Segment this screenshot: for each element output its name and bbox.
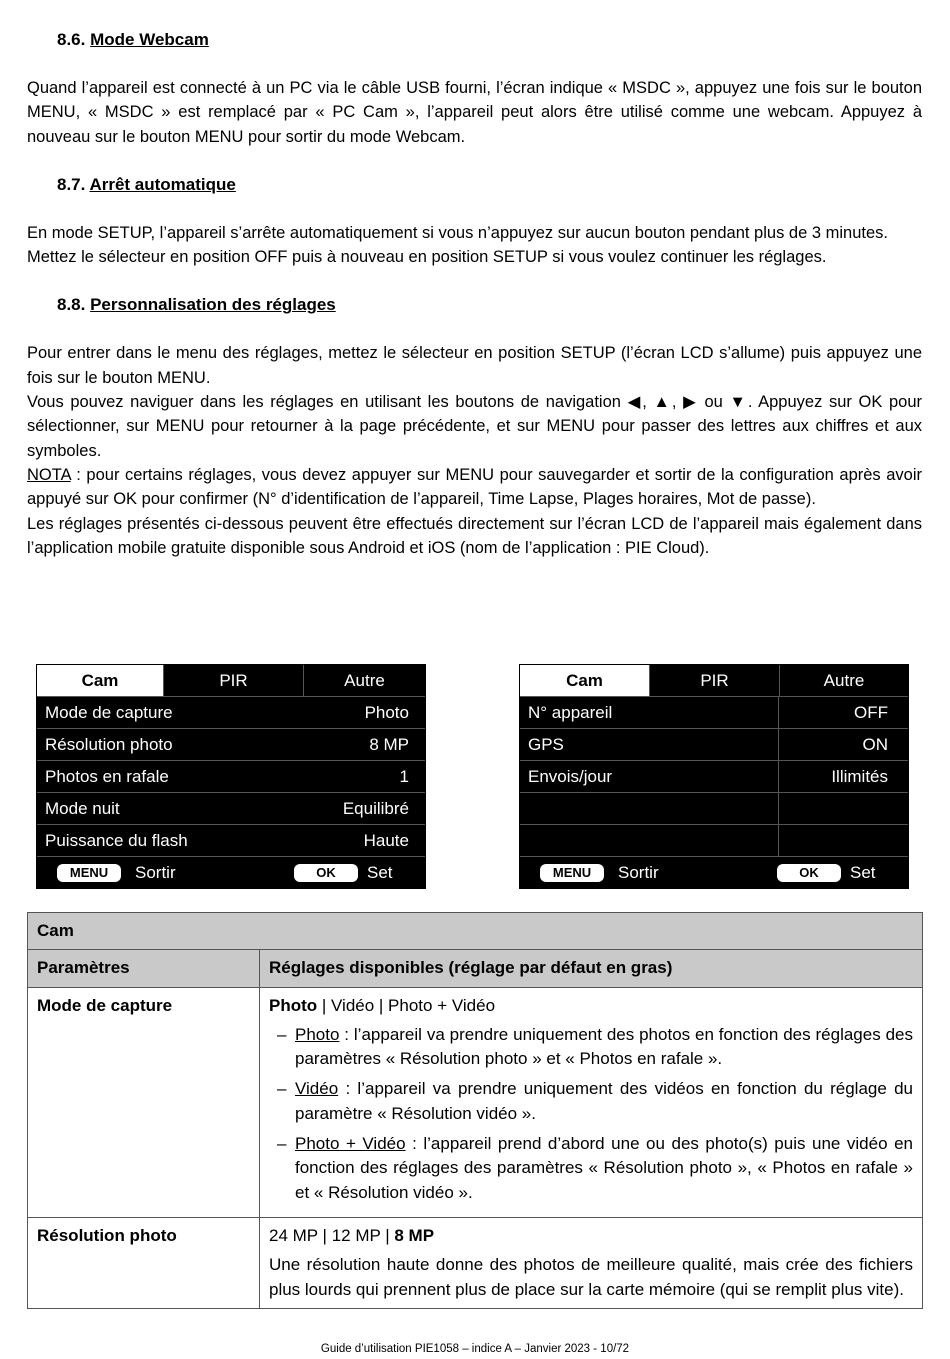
menu-button[interactable]: MENU <box>540 864 604 882</box>
ok-button[interactable]: OK <box>294 864 358 882</box>
row-label: GPS <box>520 729 779 760</box>
default-option: 8 MP <box>394 1225 435 1245</box>
row-value: ON <box>862 734 888 754</box>
lcd-tabs <box>37 665 425 696</box>
lcd-footer <box>520 856 908 888</box>
heading-number: 8.6. <box>57 30 86 49</box>
lcd-row-flash-power[interactable] <box>37 824 425 856</box>
row-label <box>520 793 779 824</box>
tab-cam[interactable]: Cam <box>520 665 650 696</box>
exit-label: Sortir <box>135 862 176 882</box>
paragraph-settings-3: Les réglages présentés ci-dessous peuvent être effectués directement sur l’écran LCD de l’appareil mais également dans l’application mobile gratuite disponible sous Android et iOS (nom de l’application : PIE Cloud). <box>27 514 922 557</box>
row-value <box>779 793 908 824</box>
other-options: 24 MP | 12 MP | <box>269 1225 395 1245</box>
heading-8-6 <box>57 28 922 52</box>
heading-8-7 <box>57 173 922 197</box>
heading-8-8 <box>57 293 922 317</box>
option-label: Photo <box>295 1024 340 1044</box>
row-value: 1 <box>399 766 409 786</box>
paragraph-nota <box>27 463 922 512</box>
lcd-row-sends-per-day[interactable] <box>520 760 908 792</box>
heading-number: 8.8. <box>57 295 86 315</box>
tab-pir[interactable]: PIR <box>650 665 780 696</box>
header-settings: Réglages disponibles (réglage par défaut en gras) <box>260 950 923 987</box>
option-label: Vidéo <box>295 1079 339 1099</box>
nota-label: NOTA <box>27 465 71 484</box>
settings-table <box>27 912 923 1309</box>
tab-autre[interactable]: Autre <box>344 670 385 690</box>
table-row <box>28 987 923 1217</box>
lcd-row-burst[interactable] <box>37 760 425 792</box>
heading-title: Mode Webcam <box>90 30 209 49</box>
lcd-screen-cam-2 <box>519 664 909 889</box>
option-text: : l’appareil va prendre uniquement des photos en fonction des réglages des paramètres « Résolution photo » et « Photos en rafale ». <box>295 1024 913 1069</box>
row-label: Mode nuit <box>45 798 120 818</box>
tab-autre[interactable]: Autre <box>823 670 865 690</box>
param-name: Mode de capture <box>28 987 260 1217</box>
options-list <box>269 1023 913 1205</box>
row-value: Haute <box>363 830 409 850</box>
default-option: Photo <box>269 995 318 1015</box>
row-value: Illimités <box>831 766 888 786</box>
param-settings <box>260 1217 923 1308</box>
list-item <box>277 1023 913 1072</box>
menu-button[interactable]: MENU <box>57 864 121 882</box>
paragraph-auto-off-2: Mettez le sélecteur en position OFF puis à nouveau en position SETUP si vous voulez continuer les réglages. <box>27 248 827 267</box>
param-name: Résolution photo <box>28 1217 260 1308</box>
page-body <box>27 28 922 560</box>
lcd-row-capture-mode[interactable] <box>37 696 425 728</box>
heading-title: Arrêt automatique <box>89 174 236 194</box>
table-row <box>28 1217 923 1308</box>
paragraph-settings-2: Vous pouvez naviguer dans les réglages en utilisant les boutons de navigation ◀, ▲, ▶ ou ▼. Appuyez sur OK pour sélectionner, sur MENU pour retourner à la page précédente, et sur MENU pour passer des lettres aux chiffres et aux symboles. <box>27 393 922 460</box>
row-value: OFF <box>854 702 888 722</box>
lcd-row-night-mode[interactable] <box>37 792 425 824</box>
exit-label: Sortir <box>618 862 659 882</box>
lcd-row-photo-resolution[interactable] <box>37 728 425 760</box>
paragraph-settings-1: Pour entrer dans le menu des réglages, mettez le sélecteur en position SETUP (l’écran LCD s’allume) puis appuyez une fois sur le bouton MENU. <box>27 344 922 387</box>
row-label <box>520 825 779 856</box>
lcd-footer <box>37 856 425 888</box>
row-value: Equilibré <box>342 798 409 818</box>
param-settings <box>260 987 923 1217</box>
tab-pir[interactable]: PIR <box>164 665 304 696</box>
header-params: Paramètres <box>28 950 260 987</box>
lcd-row-device-number[interactable] <box>520 696 908 728</box>
row-label: Résolution photo <box>45 734 173 754</box>
lcd-screens <box>36 664 908 887</box>
other-options: | Vidéo | Photo + Vidéo <box>317 995 496 1015</box>
option-text: : l’appareil prend d’abord une ou des photo(s) puis une vidéo en fonction des réglages des paramètres « Résolution photo », « Photos en rafale » et « Résolution vidéo ». <box>295 1134 913 1202</box>
set-label: Set <box>367 862 393 882</box>
row-label: Puissance du flash <box>45 830 188 850</box>
nota-text: : pour certains réglages, vous devez appuyer sur MENU pour sauvegarder et sortir de la configuration après avoir appuyé sur OK pour confirmer (N° d’identification de l’appareil, Time Lapse, Plages horaires, Mot de passe). <box>27 465 922 509</box>
param-description: Une résolution haute donne des photos de meilleure qualité, mais crée des fichiers plus lourds qui prennent plus de place sur la carte mémoire (qui se remplit plus vite). <box>269 1255 913 1299</box>
table-header-row <box>28 950 923 987</box>
tab-cam[interactable]: Cam <box>37 665 164 696</box>
list-item <box>277 1132 913 1205</box>
table-section-row <box>28 913 923 950</box>
list-item <box>277 1077 913 1126</box>
heading-title: Personnalisation des réglages <box>90 295 336 315</box>
heading-number: 8.7. <box>57 174 86 194</box>
row-label: Envois/jour <box>520 761 779 792</box>
lcd-row-gps[interactable] <box>520 728 908 760</box>
lcd-tabs <box>520 665 908 696</box>
lcd-row-empty <box>520 824 908 856</box>
table-section-title: Cam <box>28 913 923 950</box>
option-label: Photo + Vidéo <box>295 1134 406 1154</box>
row-value: 8 MP <box>369 734 409 754</box>
page-footer: Guide d’utilisation PIE1058 – indice A – Janvier 2023 - 10/72 <box>320 1343 630 1355</box>
options-line <box>269 1224 913 1248</box>
set-label: Set <box>850 862 876 882</box>
row-value <box>779 825 908 856</box>
lcd-row-empty <box>520 792 908 824</box>
row-label: Mode de capture <box>45 702 173 722</box>
row-label: N° appareil <box>520 697 779 728</box>
paragraph-webcam: Quand l’appareil est connecté à un PC via le câble USB fourni, l’écran indique « MSDC », appuyez une fois sur le bouton MENU, « MSDC » est remplacé par « PC Cam », l’appareil peut alors être utilisé comme une webcam. Appuyez à nouveau sur le bouton MENU pour sortir du mode Webcam. <box>27 79 922 146</box>
paragraph-auto-off-1: En mode SETUP, l’appareil s’arrête automatiquement si vous n’appuyez sur aucun bouton pendant plus de 3 minutes. <box>27 223 888 242</box>
options-line <box>269 994 913 1018</box>
row-value: Photo <box>364 702 409 722</box>
row-label: Photos en rafale <box>45 766 169 786</box>
option-text: : l’appareil va prendre uniquement des vidéos en fonction du réglage du paramètre « Résolution vidéo ». <box>295 1079 913 1123</box>
ok-button[interactable]: OK <box>777 864 841 882</box>
lcd-screen-cam-1 <box>36 664 426 889</box>
